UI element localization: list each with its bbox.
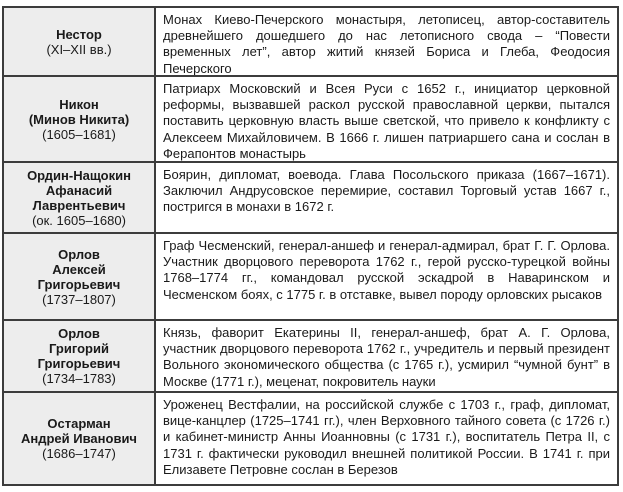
person-cell: [4, 8, 156, 75]
person-name: Григорьевич: [37, 276, 121, 292]
table-row: [4, 393, 617, 484]
person-dates: (1737–1807): [42, 291, 116, 307]
description-cell: Монах Киево-Печерского монастыря, летописец, автор-составитель древнейшего дошедшего до нас летописного свода – “Повести временных лет”, автор житий князей Бориса и Глеба, Феодосия Печерского: [156, 8, 617, 75]
description-cell: Уроженец Вестфалии, на российской службе с 1703 г., граф, дипломат, вице-канцлер (1725–1741 гг.), член Верховного тайного совета (с 1726 г.) и кабинет-министр Анны Иоанновны (с 1731 г.), воспитатель Петра II, с 1731 г. фактически руководил внешней политикой России. В 1741 г. при Елизавете Петровне сослан в Березов: [156, 393, 617, 484]
person-cell: [4, 163, 156, 232]
person-dates: (ок. 1605–1680): [32, 212, 126, 228]
description-cell: Боярин, дипломат, воевода. Глава Посольского приказа (1667–1671). Заключил Андрусовское перемирие, составил Торговый устав 1667 г., постригся в монахи в 1672 г.: [156, 163, 617, 232]
description-cell: Князь, фаворит Екатерины II, генерал-аншеф, брат А. Г. Орлова, участник дворцового переворота 1762 г., учредитель и первый президент Вольного экономического общества (с 1765 г.), усмирил “чумной бунт” в Москве (1771 г.), меценат, покровитель науки: [156, 321, 617, 391]
person-dates: (1605–1681): [42, 126, 116, 142]
person-name: Григорий: [49, 341, 109, 356]
person-cell: [4, 321, 156, 391]
table-row: [4, 77, 617, 163]
person-name: Андрей Иванович: [21, 431, 137, 446]
table-row: [4, 234, 617, 321]
person-name: Орлов: [58, 246, 100, 262]
person-name: Орлов: [58, 326, 100, 341]
person-name: Лаврентьевич: [32, 197, 126, 213]
person-name: Остарман: [47, 416, 111, 431]
person-dates: (1686–1747): [42, 446, 116, 461]
table-row: [4, 8, 617, 77]
person-cell: [4, 393, 156, 484]
description-cell: Граф Чесменский, генерал-аншеф и генерал-адмирал, брат Г. Г. Орлова. Участник дворцового переворота 1762 г., герой русско-турецкой войны 1768–1774 гг., командовал русской эскадрой в Наваринском и Чесменском боях, с 1775 г. в отставке, вывел породу орловских рысаков: [156, 234, 617, 319]
person-cell: [4, 234, 156, 319]
person-cell: [4, 77, 156, 161]
person-name: Григорьевич: [37, 356, 121, 371]
person-dates: (1734–1783): [42, 371, 116, 386]
person-dates: (XI–XII вв.): [46, 41, 112, 57]
person-name: Никон: [59, 96, 99, 112]
biography-table: [2, 6, 619, 486]
person-name: Алексей: [52, 261, 106, 277]
person-name: Ордин-Нащокин: [27, 167, 131, 183]
person-name: (Минов Никита): [28, 111, 130, 127]
description-cell: Патриарх Московский и Всея Руси с 1652 г., инициатор церковной реформы, вызвавшей раскол русской православной церкви, пытался поставить церковную власть выше светской, что привело к конфликту с Алексеем Михайловичем. В 1666 г. лишен патриаршего сана и сослан в Ферапонтов монастырь: [156, 77, 617, 161]
person-name: Афанасий: [45, 182, 113, 198]
table-row: [4, 321, 617, 393]
person-name: Нестор: [56, 26, 102, 42]
table-row: [4, 163, 617, 234]
